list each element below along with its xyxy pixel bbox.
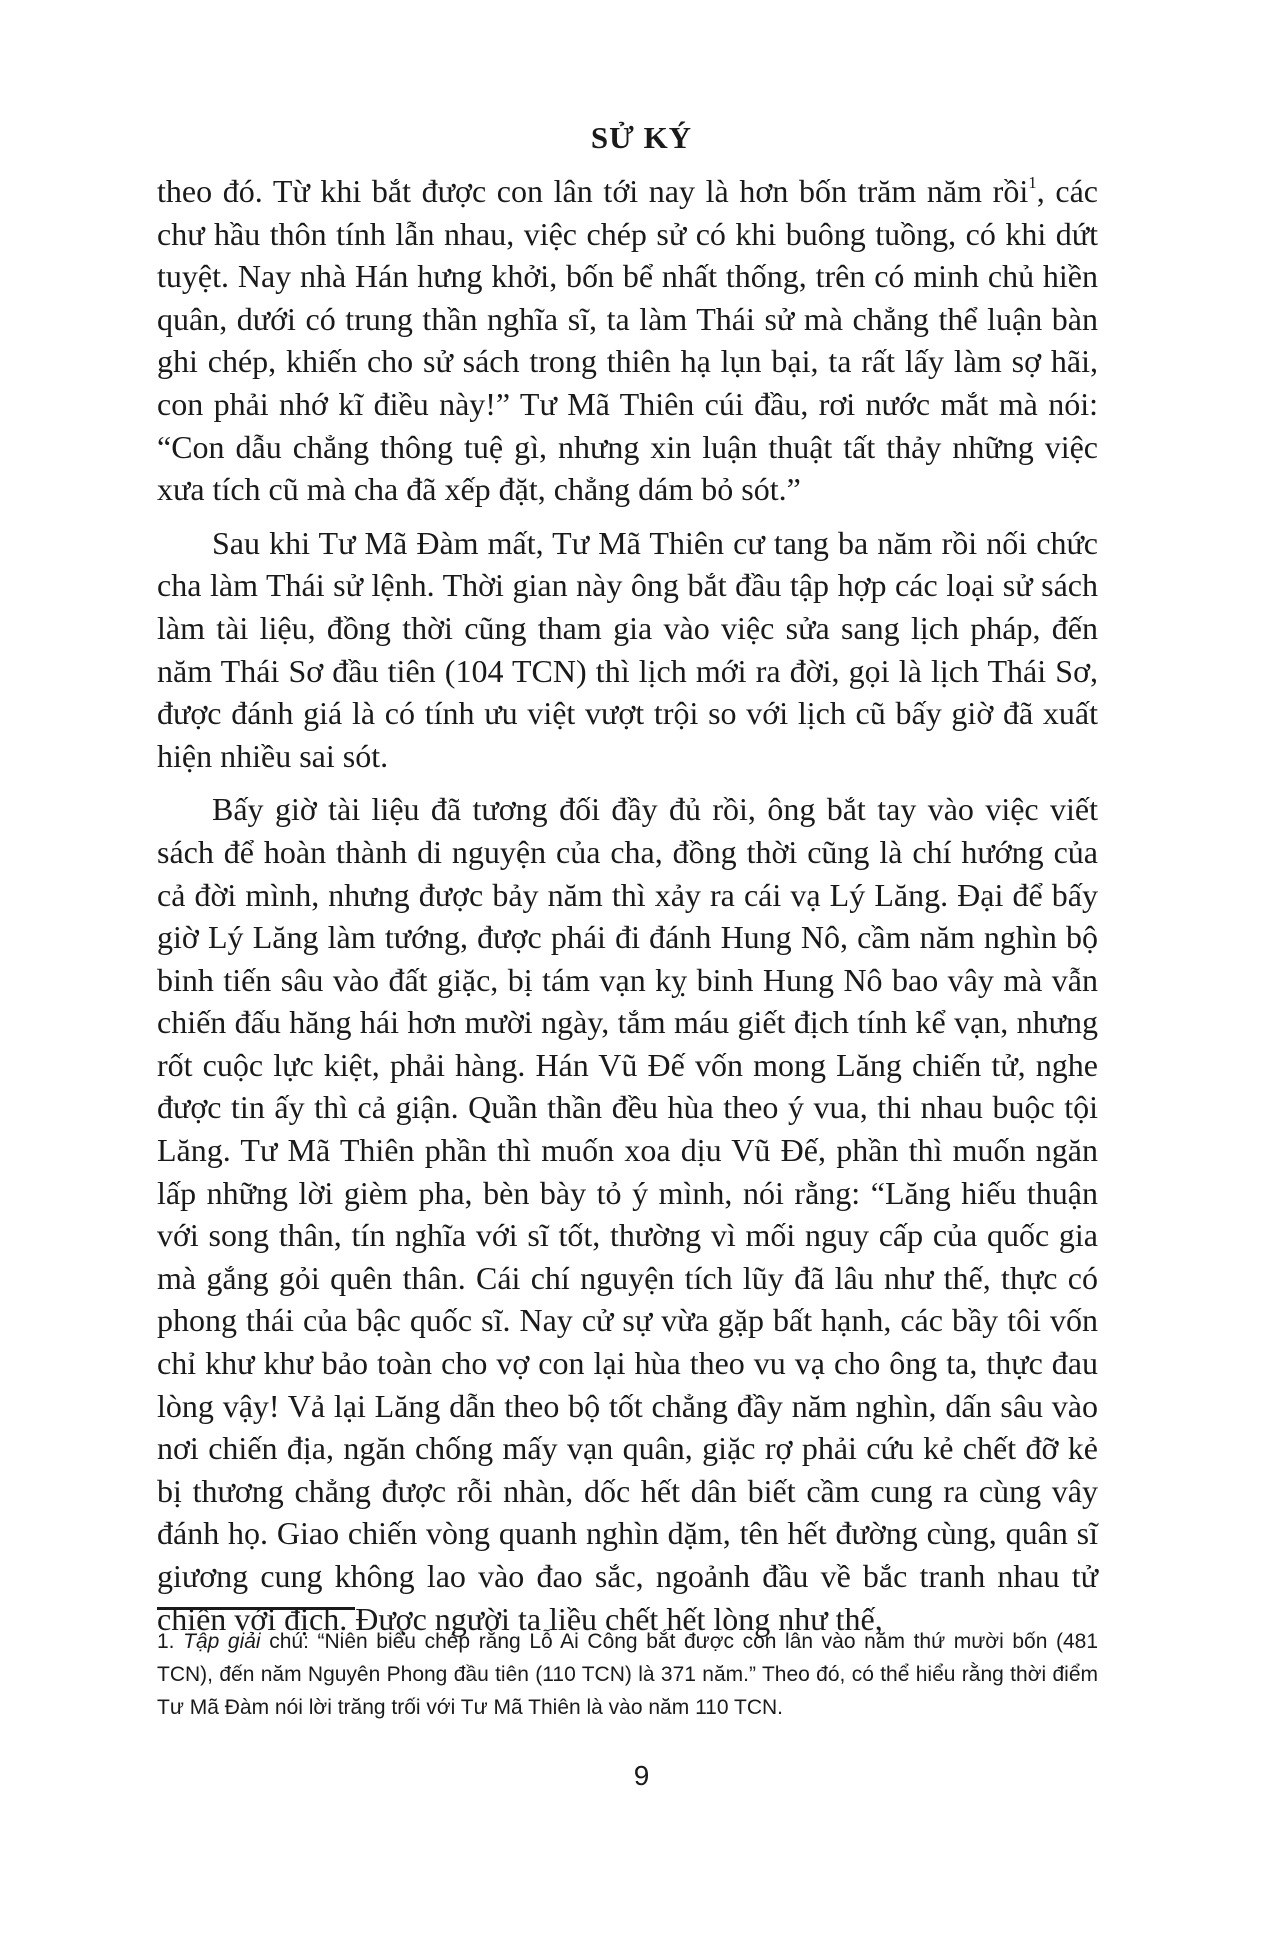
footnote-source-title: Tập giải <box>183 1630 261 1653</box>
footnote-text: chú: “Niên biểu chép rằng Lỗ Ai Công bắt được con lân vào năm thứ mười bốn (481 TCN), đến năm Nguyên Phong đầu tiên (110 TCN) là 371 năm.” Theo đó, có thể hiểu rằng thời điểm Tư Mã Đàm nói lời trăng trối với Tư Mã Thiên là vào năm 110 TCN. <box>157 1630 1098 1719</box>
main-text <box>157 170 1098 1651</box>
paragraph-3: Bấy giờ tài liệu đã tương đối đầy đủ rồi, ông bắt tay vào việc viết sách để hoàn thành di nguyện của cha, đồng thời cũng là chí hướng của cả đời mình, nhưng được bảy năm thì xảy ra cái vạ Lý Lăng. Đại để bấy giờ Lý Lăng làm tướng, được phái đi đánh Hung Nô, cầm năm nghìn bộ binh tiến sâu vào đất giặc, bị tám vạn kỵ binh Hung Nô bao vây mà vẫn chiến đấu hăng hái hơn mười ngày, tắm máu giết địch tính kể vạn, nhưng rốt cuộc lực kiệt, phải hàng. Hán Vũ Đế vốn mong Lăng chiến tử, nghe được tin ấy thì cả giận. Quần thần đều hùa theo ý vua, thi nhau buộc tội Lăng. Tư Mã Thiên phần thì muốn xoa dịu Vũ Đế, phần thì muốn ngăn lấp những lời gièm pha, bèn bày tỏ ý mình, nói rằng: “Lăng hiếu thuận với song thân, tín nghĩa với sĩ tốt, thường vì mối nguy cấp của quốc gia mà gắng gỏi quên thân. Cái chí nguyện tích lũy đã lâu như thế, thực có phong thái của bậc quốc sĩ. Nay cử sự vừa gặp bất hạnh, các bầy tôi vốn chỉ khư khư bảo toàn cho vợ con lại hùa theo vu vạ cho ông ta, thực đau lòng vậy! Vả lại Lăng dẫn theo bộ tốt chẳng đầy năm nghìn, dấn sâu vào nơi chiến địa, ngăn chống mấy vạn quân, giặc rợ phải cứu kẻ chết đỡ kẻ bị thương chẳng được rỗi nhàn, dốc hết dân biết cầm cung ra cùng vây đánh họ. Giao chiến vòng quanh nghìn dặm, tên hết đường cùng, quân sĩ giương cung không lao vào đao sắc, ngoảnh đầu về bắc tranh nhau tử chiến với địch. Được người ta liều chết hết lòng như thế, <box>157 791 1098 1637</box>
footnote-divider <box>157 1607 355 1610</box>
paragraph-1 <box>157 170 1098 511</box>
footnote-number: 1. <box>157 1630 175 1653</box>
footnote-reference[interactable]: 1 <box>1028 173 1037 193</box>
running-title: SỬ KÝ <box>590 120 693 155</box>
footnote <box>157 1625 1098 1724</box>
paragraph-1-text-end: , các chư hầu thôn tính lẫn nhau, việc chép sử có khi buông tuồng, có khi dứt tuyệt. Nay nhà Hán hưng khởi, bốn bể nhất thống, trên có minh chủ hiền quân, dưới có trung thần nghĩa sĩ, ta làm Thái sử mà chẳng thể luận bàn ghi chép, khiến cho sử sách trong thiên hạ lụn bại, ta rất lấy làm sợ hãi, con phải nhớ kĩ điều này!” Tư Mã Thiên cúi đầu, rơi nước mắt mà nói: “Con dẫu chẳng thông tuệ gì, nhưng xin luận thuật tất thảy những việc xưa tích cũ mà cha đã xếp đặt, chẳng dám bỏ sót.” <box>157 173 1099 508</box>
paragraph-2: Sau khi Tư Mã Đàm mất, Tư Mã Thiên cư tang ba năm rồi nối chức cha làm Thái sử lệnh. Thời gian này ông bắt đầu tập hợp các loại sử sách làm tài liệu, đồng thời cũng tham gia vào việc sửa sang lịch pháp, đến năm Thái Sơ đầu tiên (104 TCN) thì lịch mới ra đời, gọi là lịch Thái Sơ, được đánh giá là có tính ưu việt vượt trội so với lịch cũ bấy giờ đã xuất hiện nhiều sai sót. <box>157 524 1098 774</box>
paragraph-1-text-start: theo đó. Từ khi bắt được con lân tới nay là hơn bốn trăm năm rồi <box>157 173 1029 209</box>
page-number: 9 <box>633 1760 650 1791</box>
